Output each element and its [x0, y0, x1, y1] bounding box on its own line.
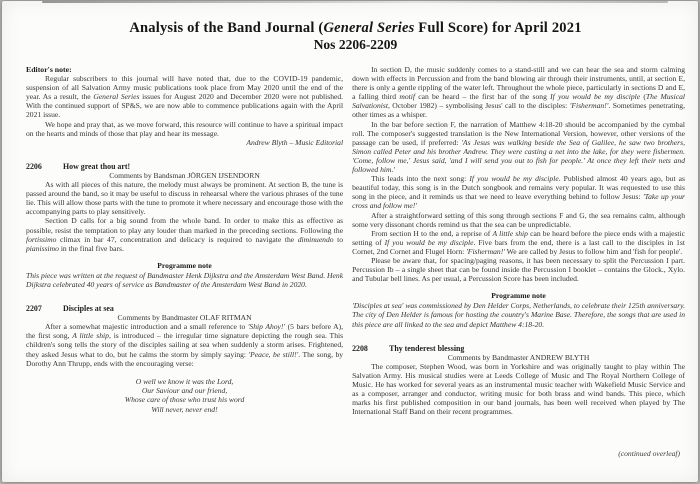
section-2207-paragraph-6: From section H to the end, a reprise of A little ship can be heard before the piece ends with a majestic setting of If you would be my disciple. Five bars from the end, there is a last call to the disciples in 1st Cornet, 2nd Cornet and Flugel Horn: 'Fisherman!' We are called by Jesus to follow him and 'fish for people'.: [352, 228, 685, 256]
verse-line: O well we know it was the Lord,: [135, 376, 234, 386]
programme-note-2206: This piece was written at the request of Bandmaster Henk Dijkstra and the Amsterdam West Band. Henk Dijkstra celebrated 40 years of service as Bandmaster of the Amsterdam West Band in 2020.: [26, 270, 344, 289]
right-column: [352, 65, 685, 458]
section-2208-paragraph-1: The composer, Stephen Wood, was born in Yorkshire and was originally taught to play within The Salvation Army. His musical studies were at Leeds College of Music and The Royal Northern College of Music. He has worked for several years as an instrumental music teacher with Wakefield Music Service and as a composer, arranger and conductor, writing music for both brass and wind bands. This piece, which marks his first published composition in our band journals, has been well received when played by The International Staff Band on their recent programmes.: [352, 361, 685, 417]
scan-edge-artifact: [42, 1, 668, 3]
section-number: 2206: [26, 161, 42, 171]
section-2207-paragraph-3: In the bar before section F, the narration of Matthew 4:18-20 should be accompanied by the cymbal roll. The composer's suggested translation is the New International Version, however, other versions of the passage can be used, if preferred: 'As Jesus was walking beside the Sea of Galilee, he saw two brothers, Simon called Peter and his brother Andrew. They were casting a net into the lake, for they were fishermen. 'Come, follow me,' Jesus said, 'and I will send you out to fish for people.' At once they left their nets and followed him.': [352, 119, 685, 175]
song-verse: [26, 377, 343, 414]
section-2207-paragraph-2: In section D, the music suddenly comes to a stand-still and we can hear the sea and storm calming down with effects in Percussion and from the band blowing air through their instruments, until, at section E, there is only a gentle rippling of the water left. Throughout the whole piece, particularly in sections D and E, a falling third motif can be heard – the first bar of the song If you would be my disciple (The Musical Salvationist, October 1982) – symbolising Jesus' call to the disciples: 'Fisherman!'. Sometimes penetrating, other times as a whisper.: [352, 65, 686, 120]
verse-line: Our Saviour and our friend,: [141, 386, 228, 396]
left-column: [26, 65, 343, 458]
editors-note-heading: Editor's note:: [26, 65, 72, 74]
editors-note-signature: Andrew Blyth – Music Editorial: [246, 137, 344, 147]
document-title: Analysis of the Band Journal (General Series Full Score) for April 2021: [129, 20, 582, 36]
verse-line: Whose care of those who trust his word: [124, 395, 245, 405]
section-title: Disciples at sea: [63, 304, 114, 314]
section-2207-paragraph-7: Please be aware that, for spacing/paging reasons, it has been necessary to split the Percussion I part. Percussion Ib – a single sheet that can be found inside the Percussion I booklet – contains the Glock., Xylo. and Tubular bell lines. As per usual, a Percussion Score has been included.: [352, 255, 685, 284]
section-2206-paragraph-1: As with all pieces of this nature, the melody must always be prominent. At section B, the tune is passed around the band, so it may be useful to discuss in rehearsal where the various phrases of the tune lie. This will allow those parts with the tune to promote it where necessary and encourage those with the accompanying parts to play sensitively.: [26, 180, 344, 217]
programme-note-heading-2207: Programme note: [491, 291, 546, 301]
document-subtitle: Nos 2206-2209: [313, 37, 398, 52]
two-column-body: [26, 65, 685, 458]
section-2207-paragraph-4: This leads into the next song: If you would be my disciple. Published almost 40 years ago, but as beautiful today, this song is in the Dutch songbook and remains very popular. It was requested to use this song in the piece, and it reminds us that we need to leave everything behind to follow Jesus: 'Take up your cross and follow me!': [352, 174, 685, 211]
programme-note-2207: 'Disciples at sea' was commissioned by Den Helder Corps, Netherlands, to celebrate their 125th anniversary. The city of Den Helder is famous for hosting the country's Marine Base. Therefore, the songs that are used in this piece are all linked to the sea and depict Matthew 4:18-20.: [352, 301, 685, 329]
section-title: Thy tenderest blessing: [389, 343, 465, 353]
section-title: How great thou art!: [63, 161, 131, 171]
comments-byline-2206: Comments by Bandsman JÖRGEN IJSENDORN: [109, 170, 260, 180]
programme-note-heading-2206: Programme note: [157, 260, 212, 270]
section-2207-paragraph-5: After a straightforward setting of this song through sections F and G, the sea remains calm, although some very dissonant chords remind us that the sea can be unpredictable.: [352, 210, 685, 229]
section-2206-paragraph-2: Section D calls for a big sound from the whole band. In order to make this as effective as possible, resist the temptation to play any louder than marked in the preceding sections. Following the fortissimo climax in bar 47, concentration and delicacy is required to navigate the diminuendo to pianissimo in the final five bars.: [26, 216, 344, 253]
section-number: 2208: [352, 343, 368, 353]
continued-overleaf-note: (continued overleaf): [618, 449, 680, 459]
scanned-document-page: [2, 1, 698, 482]
editors-note-paragraph-1: Regular subscribers to this journal will have noted that, due to the COVID-19 pandemic, suspension of all Salvation Army music publications took place from May 2020 until the end of the year. As a result, the General Series issues for August 2020 and December 2020 were not published. With the continued support of SP&S, we are now able to commence publications again with the April 2021 issue.: [26, 74, 344, 120]
section-2207-paragraph-1: After a somewhat majestic introduction and a small reference to 'Ship Ahoy!' (5 bars before A), the first song, A little ship, is introduced – the irregular time signature depicting the rough sea. This children's song tells the story of the disciples sailing at sea when suddenly a storm arises. Frightened, they asked Jesus what to do, but he calms the storm by simply saying: 'Peace, be still!'. The song, by Dorothy Ann Thrupp, ends with the encouraging verse:: [26, 322, 344, 368]
verse-line: Will never, never end!: [151, 404, 218, 414]
section-number: 2207: [26, 304, 42, 314]
comments-byline-2208: Comments by Bandmaster ANDREW BLYTH: [447, 352, 590, 362]
section-heading-2207: [26, 304, 343, 313]
editors-note-paragraph-2: We hope and pray that, as we move forward, this resource will continue to have a spiritual impact on the hearts and minds of those that play and hear its message.: [26, 119, 344, 138]
section-heading-2208: [352, 344, 685, 353]
section-heading-2206: [26, 162, 343, 171]
comments-byline-2207: Comments by Bandmaster OLAF RITMAN: [117, 313, 252, 323]
